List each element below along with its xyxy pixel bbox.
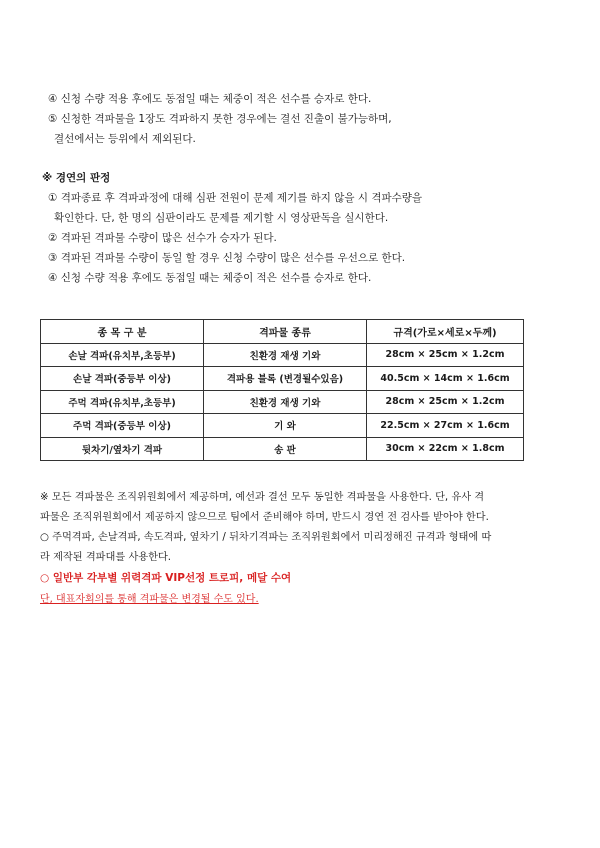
rule-line-4: ④ 신청 수량 적용 후에도 동점일 때는 체중이 적은 선수를 승자로 한다.	[48, 93, 372, 105]
cell-category: 주먹 격파(중등부 이상)	[41, 414, 204, 438]
table-header-row	[41, 320, 524, 344]
judgment-line-1-cont: 확인한다. 단, 한 명의 심판이라도 문제를 제기할 시 영상판독을 실시한다.	[54, 212, 389, 224]
cell-category: 뒷차기/옆차기 격파	[41, 437, 204, 461]
cell-category: 손날 격파(유치부,초등부)	[41, 343, 204, 367]
cell-material: 친환경 재생 기와	[204, 390, 367, 414]
change-footnote: 단, 대표자회의를 통해 격파물은 변경될 수도 있다.	[40, 594, 259, 605]
cell-category: 주먹 격파(유치부,초등부)	[41, 390, 204, 414]
cell-material: 송 판	[204, 437, 367, 461]
note-line-4: 라 제작된 격파대를 사용한다.	[40, 552, 172, 563]
cell-size: 28cm × 25cm × 1.2cm	[367, 343, 524, 367]
note-line-1: ※ 모든 격파물은 조직위원회에서 제공하며, 예선과 결선 모두 동일한 격파물을 사용한다. 단, 유사 격	[40, 492, 485, 503]
table-row	[41, 367, 524, 391]
header-size: 규격(가로×세로×두께)	[367, 320, 524, 344]
breaking-material-spec-table	[40, 319, 524, 461]
judgment-line-3: ③ 격파된 격파물 수량이 동일 할 경우 신청 수량이 많은 선수를 우선으로 한다.	[48, 252, 406, 264]
judgment-heading: ※ 경연의 판정	[42, 172, 111, 184]
cell-material: 기 와	[204, 414, 367, 438]
cell-material: 친환경 재생 기와	[204, 343, 367, 367]
rule-line-5-cont: 결선에서는 등위에서 제외된다.	[54, 133, 196, 145]
table-row	[41, 343, 524, 367]
table-row	[41, 437, 524, 461]
award-highlight: ○ 일반부 각부별 위력격파 VIP선정 트로피, 메달 수여	[40, 572, 292, 584]
cell-category: 손날 격파(중등부 이상)	[41, 367, 204, 391]
judgment-line-1: ① 격파종료 후 격파과정에 대해 심판 전원이 문제 제기를 하지 않을 시 격파수량을	[48, 192, 423, 204]
cell-size: 22.5cm × 27cm × 1.6cm	[367, 414, 524, 438]
cell-size: 30cm × 22cm × 1.8cm	[367, 437, 524, 461]
rule-line-5: ⑤ 신청한 격파물을 1장도 격파하지 못한 경우에는 결선 진출이 불가능하며,	[48, 113, 392, 125]
note-line-3: ○ 주먹격파, 손날격파, 속도격파, 옆차기 / 뒤차기격파는 조직위원회에서 미리정해진 규격과 형태에 따	[40, 532, 492, 543]
table-row	[41, 414, 524, 438]
judgment-line-2: ② 격파된 격파물 수량이 많은 선수가 승자가 된다.	[48, 232, 277, 244]
judgment-line-4: ④ 신청 수량 적용 후에도 동점일 때는 체중이 적은 선수를 승자로 한다.	[48, 272, 372, 284]
header-category: 종 목 구 분	[41, 320, 204, 344]
table-row	[41, 390, 524, 414]
cell-size: 40.5cm × 14cm × 1.6cm	[367, 367, 524, 391]
header-material: 격파물 종류	[204, 320, 367, 344]
note-line-2: 파물은 조직위원회에서 제공하지 않으므로 팀에서 준비해야 하며, 반드시 경연 전 검사를 받아야 한다.	[40, 512, 489, 523]
cell-material: 격파용 블록 (변경될수있음)	[204, 367, 367, 391]
cell-size: 28cm × 25cm × 1.2cm	[367, 390, 524, 414]
